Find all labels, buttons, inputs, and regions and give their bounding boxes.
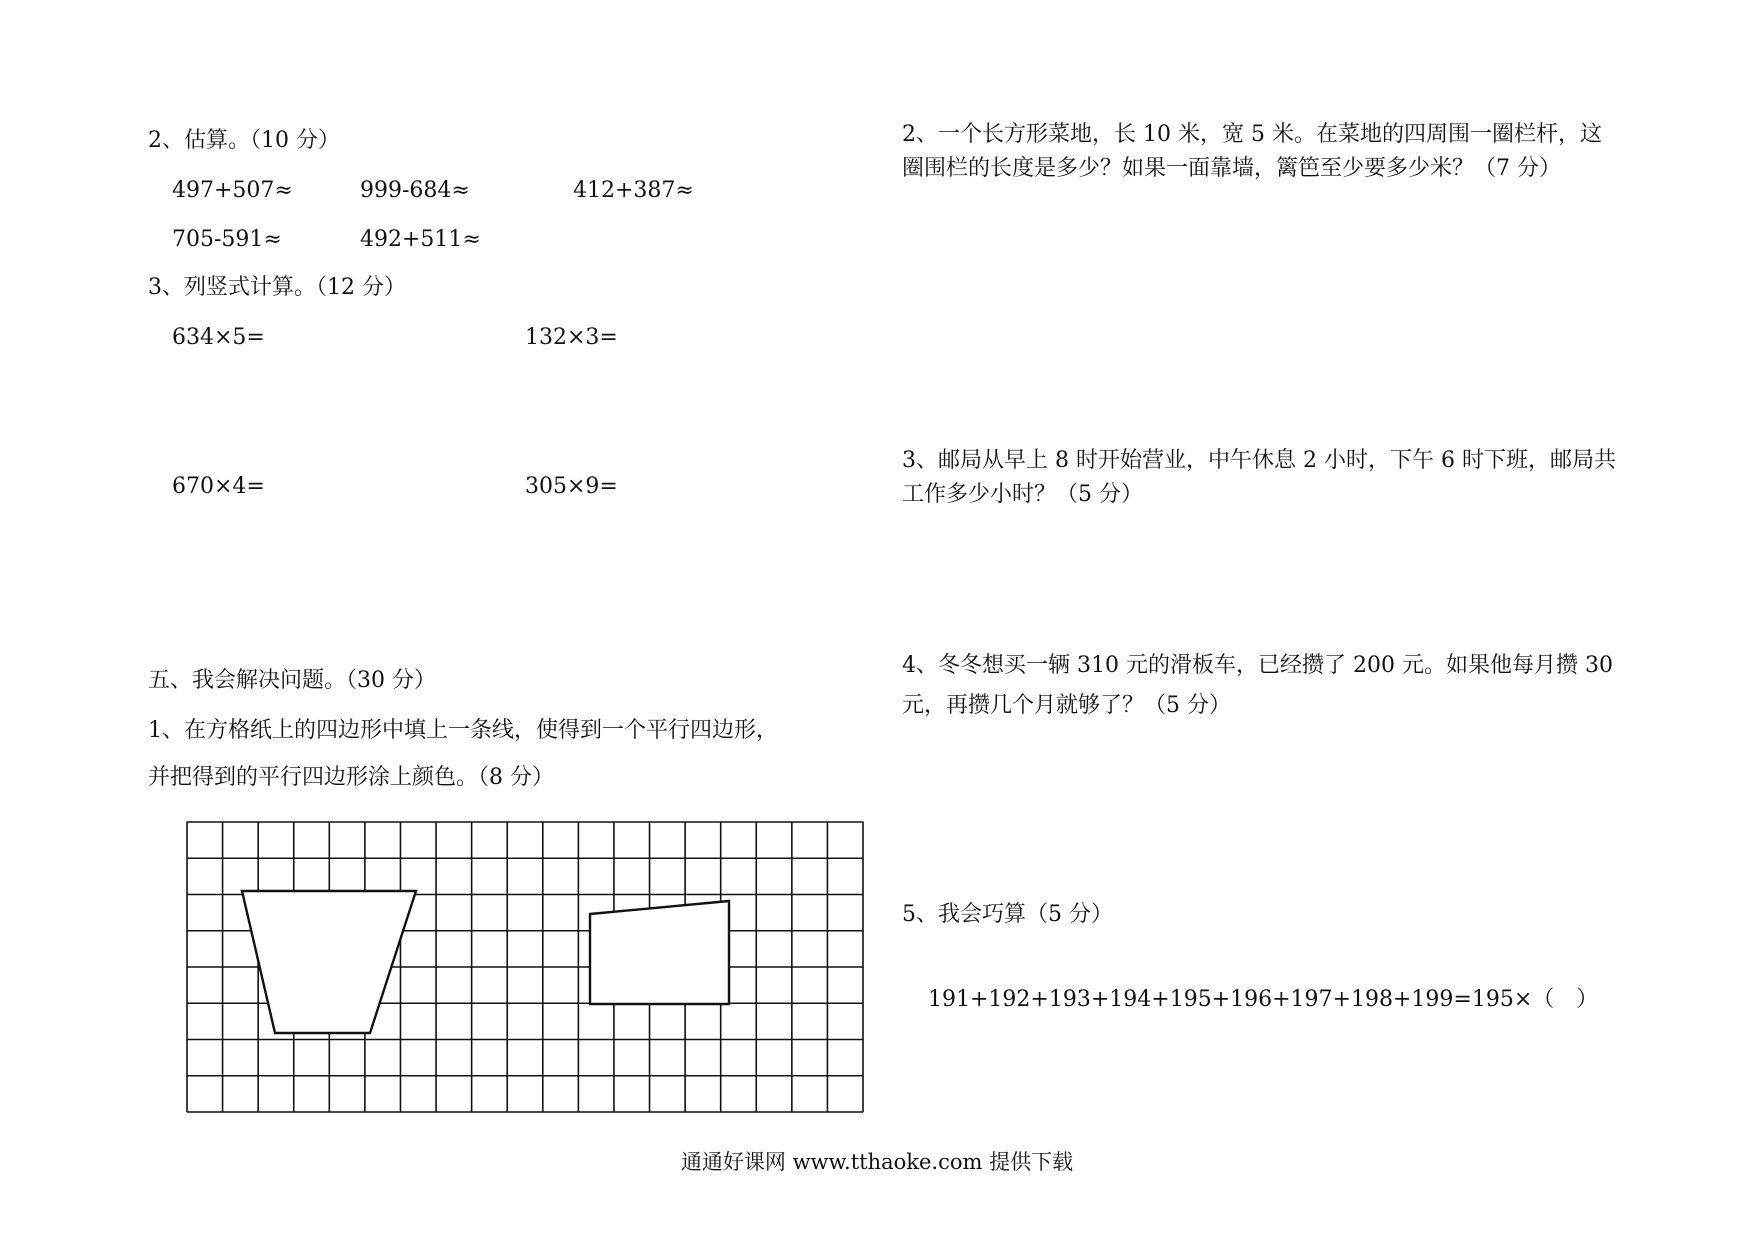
quadrilateral-shape (590, 901, 729, 1004)
estimate-heading: 2、估算。（10 分） (148, 128, 340, 153)
problem-5-expression: 191+192+193+194+195+196+197+198+199=195×（ ） (928, 987, 1599, 1012)
problem-2: 2、一个长方形菜地，长 10 米，宽 5 米。在菜地的四周围一圈栏杆，这圈围栏的长度是多少？如果一面靠墙，篱笆至少要多少米？（7 分） (902, 122, 1602, 181)
section5-heading: 五、我会解决问题。（30 分） (148, 668, 436, 693)
problem-4: 4、冬冬想买一辆 310 元的滑板车，已经攒了 200 元。如果他每月攒 30 元，再攒几个月就够了？（5 分） (902, 653, 1613, 718)
problem-5-heading: 5、我会巧算（5 分） (902, 902, 1113, 927)
grid-paper-figure (180, 820, 880, 1130)
footer-source: 通通好课网 www.tthaoke.com 提供下载 (680, 1150, 1074, 1174)
estimate-item-5: 492+511≈ (360, 227, 481, 252)
section5-q1-line1: 1、在方格纸上的四边形中填上一条线，使得到一个平行四边形， (148, 718, 778, 743)
problem-3: 3、邮局从早上 8 时开始营业，中午休息 2 小时，下午 6 时下班，邮局共工作多少小时？（5 分） (902, 448, 1616, 507)
vertical-calc-item-3: 670×4= (172, 474, 265, 499)
estimate-item-1: 497+507≈ (172, 178, 293, 203)
vertical-calc-item-4: 305×9= (525, 474, 618, 499)
estimate-item-3: 412+387≈ (573, 178, 694, 203)
vertical-calc-heading: 3、列竖式计算。（12 分） (148, 275, 406, 300)
estimate-item-4: 705-591≈ (172, 227, 282, 252)
trapezoid-shape (242, 891, 416, 1033)
vertical-calc-item-2: 132×3= (525, 325, 618, 350)
section5-q1-line2: 并把得到的平行四边形涂上颜色。（8 分） (148, 765, 554, 790)
vertical-calc-item-1: 634×5= (172, 325, 265, 350)
estimate-item-2: 999-684≈ (360, 178, 470, 203)
